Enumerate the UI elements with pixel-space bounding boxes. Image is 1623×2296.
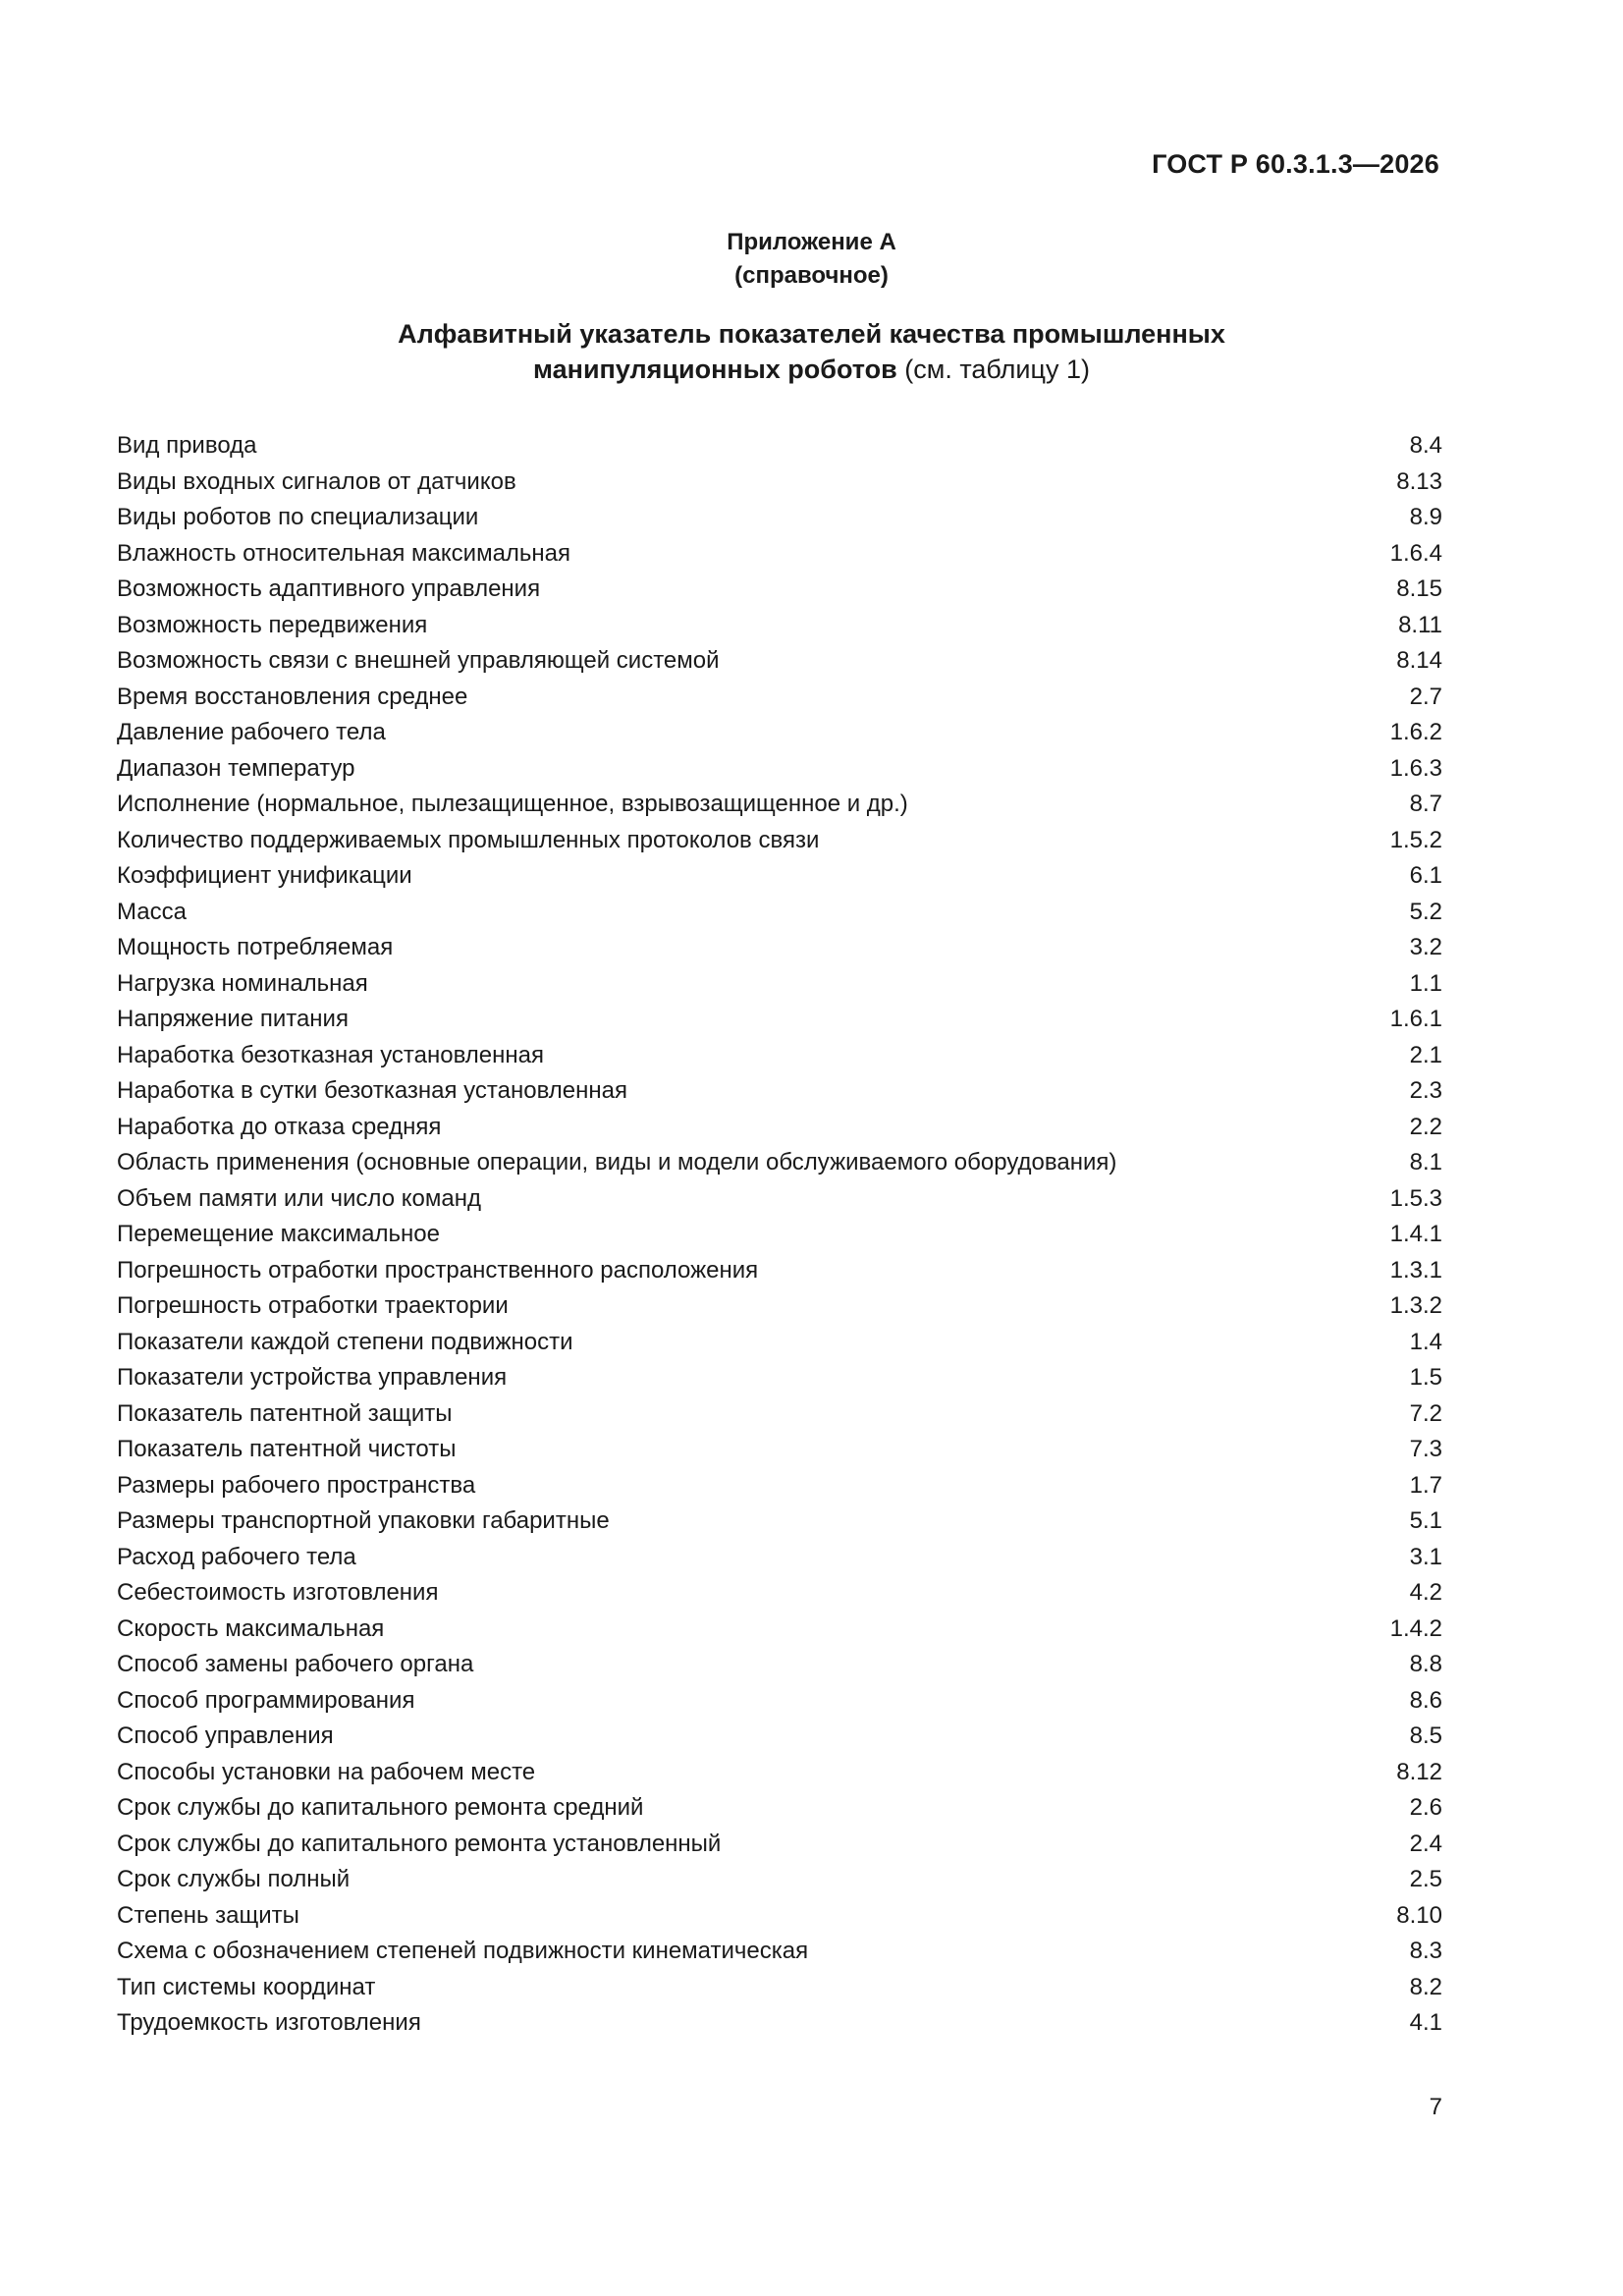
index-term: Объем памяти или число команд [117, 1184, 481, 1212]
index-term: Коэффициент унификации [117, 862, 412, 889]
index-reference: 7.2 [1409, 1399, 1442, 1427]
index-reference: 8.12 [1396, 1758, 1442, 1785]
index-entry [117, 1683, 1442, 1720]
index-term: Размеры рабочего пространства [117, 1471, 476, 1499]
index-entry [117, 1432, 1442, 1468]
index-reference: 1.6.4 [1389, 539, 1442, 567]
index-term: Напряжение питания [117, 1006, 349, 1032]
index-term: Масса [117, 898, 187, 925]
index-reference: 1.6.1 [1389, 1006, 1442, 1032]
index-reference: 8.11 [1398, 611, 1442, 638]
index-term: Размеры транспортной упаковки габаритные [117, 1507, 610, 1534]
index-entry [117, 715, 1442, 751]
index-entry [117, 465, 1442, 501]
title-line-2-bold: манипуляционных роботов [533, 355, 897, 384]
appendix-heading [0, 226, 1623, 293]
index-entry [117, 1540, 1442, 1576]
index-term: Трудоемкость изготовления [117, 2009, 421, 2036]
index-term: Способ замены рабочего органа [117, 1651, 474, 1677]
standard-code: ГОСТ Р 60.3.1.3—2026 [1152, 149, 1439, 179]
index-reference: 2.2 [1409, 1113, 1442, 1140]
index-reference: 6.1 [1409, 862, 1442, 889]
index-entry [117, 1288, 1442, 1325]
index-entry [117, 1790, 1442, 1827]
index-entry [117, 1827, 1442, 1863]
index-entry [117, 536, 1442, 573]
index-term: Срок службы полный [117, 1866, 351, 1892]
index-reference: 8.5 [1409, 1722, 1442, 1749]
index-term: Возможность адаптивного управления [117, 575, 541, 602]
index-term: Расход рабочего тела [117, 1543, 356, 1570]
index-entry [117, 428, 1442, 465]
index-term: Способы установки на рабочем месте [117, 1758, 536, 1785]
index-term: Способ управления [117, 1722, 334, 1749]
index-reference: 1.3.2 [1389, 1292, 1442, 1319]
index-entry [117, 1898, 1442, 1935]
index-term: Возможность связи с внешней управляющей системой [117, 647, 720, 674]
index-reference: 8.4 [1409, 432, 1442, 459]
index-entry [117, 1325, 1442, 1361]
index-term: Схема с обозначением степеней подвижности кинематическая [117, 1938, 809, 1964]
index-term: Степень защиты [117, 1901, 299, 1929]
index-entry [117, 1468, 1442, 1504]
index-entry [117, 930, 1442, 966]
index-reference: 8.1 [1409, 1149, 1442, 1175]
index-reference: 2.4 [1409, 1830, 1442, 1857]
index-term: Виды входных сигналов от датчиков [117, 467, 516, 495]
index-term: Погрешность отработки пространственного расположения [117, 1256, 759, 1284]
index-reference: 2.3 [1409, 1077, 1442, 1104]
index-entry [117, 1719, 1442, 1755]
index-entry [117, 572, 1442, 608]
index-entry [117, 1934, 1442, 1970]
index-entry [117, 643, 1442, 680]
index-reference: 7.3 [1409, 1436, 1442, 1462]
appendix-label: Приложение А [727, 229, 896, 255]
index-entry [117, 1038, 1442, 1074]
index-term: Наработка до отказа средняя [117, 1113, 442, 1140]
index-reference: 1.5.2 [1389, 826, 1442, 853]
index-reference: 1.3.1 [1389, 1256, 1442, 1284]
index-entry [117, 500, 1442, 536]
index-entry [117, 1970, 1442, 2006]
index-entry [117, 1612, 1442, 1648]
index-entry [117, 858, 1442, 895]
index-reference: 8.13 [1396, 467, 1442, 495]
index-term: Наработка в сутки безотказная установленная [117, 1077, 627, 1104]
index-term: Перемещение максимальное [117, 1221, 440, 1247]
title-line-2 [0, 352, 1623, 387]
index-reference: 2.6 [1409, 1794, 1442, 1821]
index-entry [117, 1503, 1442, 1540]
index-term: Наработка безотказная установленная [117, 1041, 544, 1068]
index-entry [117, 966, 1442, 1003]
index-term: Показатель патентной защиты [117, 1399, 453, 1427]
index-reference: 1.6.3 [1389, 754, 1442, 782]
index-term: Срок службы до капитального ремонта средний [117, 1794, 644, 1821]
index-entry [117, 1755, 1442, 1791]
index-reference: 1.7 [1409, 1471, 1442, 1499]
index-reference: 5.1 [1409, 1507, 1442, 1534]
index-reference: 2.7 [1409, 683, 1442, 710]
index-reference: 1.5 [1409, 1364, 1442, 1391]
index-reference: 1.4 [1409, 1328, 1442, 1355]
index-reference: 5.2 [1409, 898, 1442, 925]
index-entry [117, 1002, 1442, 1038]
index-reference: 8.3 [1409, 1938, 1442, 1964]
appendix-status: (справочное) [734, 262, 889, 289]
index-term: Показатели устройства управления [117, 1364, 508, 1391]
index-reference: 8.9 [1409, 504, 1442, 530]
index-reference: 4.1 [1409, 2009, 1442, 2036]
index-reference: 8.8 [1409, 1651, 1442, 1677]
index-term: Мощность потребляемая [117, 934, 394, 960]
index-entry [117, 608, 1442, 644]
index-reference: 1.5.3 [1389, 1184, 1442, 1212]
index-reference: 3.2 [1409, 934, 1442, 960]
index-term: Область применения (основные операции, виды и модели обслуживаемого оборудования) [117, 1149, 1117, 1175]
index-title [0, 316, 1623, 387]
index-entry [117, 1253, 1442, 1289]
index-entry [117, 680, 1442, 716]
title-line-1: Алфавитный указатель показателей качества промышленных [398, 319, 1225, 349]
index-term: Влажность относительная максимальная [117, 539, 571, 567]
index-term: Возможность передвижения [117, 611, 428, 638]
index-reference: 1.1 [1409, 969, 1442, 997]
index-entry [117, 1396, 1442, 1433]
index-term: Вид привода [117, 432, 257, 459]
index-entry [117, 823, 1442, 859]
page-number: 7 [1429, 2094, 1442, 2120]
index-term: Исполнение (нормальное, пылезащищенное, взрывозащищенное и др.) [117, 791, 908, 817]
index-term: Тип системы координат [117, 1973, 376, 2000]
index-term: Способ программирования [117, 1686, 415, 1714]
index-reference: 1.6.2 [1389, 719, 1442, 745]
index-entry [117, 751, 1442, 788]
index-reference: 3.1 [1409, 1543, 1442, 1570]
index-term: Скорость максимальная [117, 1614, 385, 1642]
index-entry [117, 1110, 1442, 1146]
index-term: Себестоимость изготовления [117, 1579, 439, 1606]
index-term: Диапазон температур [117, 754, 355, 782]
index-entry [117, 1862, 1442, 1898]
index-term: Нагрузка номинальная [117, 969, 368, 997]
index-term: Количество поддерживаемых промышленных протоколов связи [117, 826, 820, 853]
alphabetical-index [117, 428, 1442, 2042]
index-term: Показатели каждой степени подвижности [117, 1328, 573, 1355]
index-term: Показатель патентной чистоты [117, 1436, 457, 1462]
index-term: Срок службы до капитального ремонта установленный [117, 1830, 722, 1857]
index-reference: 4.2 [1409, 1579, 1442, 1606]
index-entry [117, 1145, 1442, 1181]
index-term: Погрешность отработки траектории [117, 1292, 509, 1319]
index-entry [117, 1073, 1442, 1110]
index-reference: 8.2 [1409, 1973, 1442, 2000]
index-entry [117, 1647, 1442, 1683]
index-entry [117, 1575, 1442, 1612]
index-reference: 2.5 [1409, 1866, 1442, 1892]
index-reference: 8.6 [1409, 1686, 1442, 1714]
index-reference: 8.7 [1409, 791, 1442, 817]
index-term: Виды роботов по специализации [117, 504, 479, 530]
index-entry [117, 1360, 1442, 1396]
index-entry [117, 787, 1442, 823]
index-entry [117, 895, 1442, 931]
index-reference: 8.14 [1396, 647, 1442, 674]
title-line-2-rest: (см. таблицу 1) [896, 355, 1090, 384]
index-term: Давление рабочего тела [117, 719, 386, 745]
index-reference: 1.4.1 [1389, 1221, 1442, 1247]
index-reference: 8.15 [1396, 575, 1442, 602]
index-reference: 1.4.2 [1389, 1614, 1442, 1642]
index-entry [117, 2005, 1442, 2042]
index-reference: 2.1 [1409, 1041, 1442, 1068]
index-reference: 8.10 [1396, 1901, 1442, 1929]
index-term: Время восстановления среднее [117, 683, 468, 710]
index-entry [117, 1217, 1442, 1253]
index-entry [117, 1181, 1442, 1218]
